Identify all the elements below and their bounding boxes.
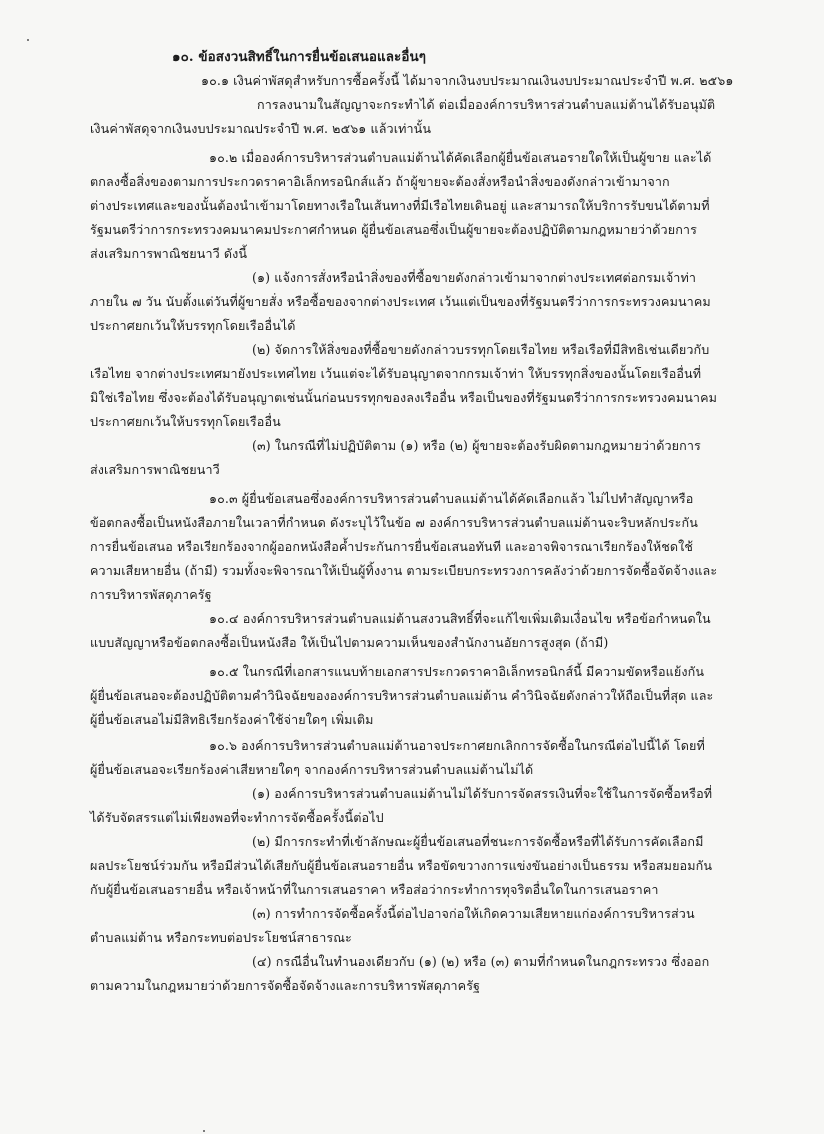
text-line: ตำบลแม่ต้าน หรือกระทบต่อประโยชน์สาธารณะ xyxy=(90,930,352,945)
text-line: เงินค่าพัสดุจากเงินงบประมาณประจำปี พ.ศ. ๒๕๖๑ แล้วเท่านั้น xyxy=(90,121,432,136)
text-line: เรือไทย จากต่างประเทศมายังประเทศไทย เว้นแต่จะได้รับอนุญาตจากกรมเจ้าท่า ให้บรรทุกสิ่งของนั้นโดยเรืออื่นที่ xyxy=(90,366,702,381)
text-line: ส่งเสริมการพาณิชยนาวี ดังนี้ xyxy=(90,246,248,261)
text-line: ตกลงซื้อสิ่งของตามการประกวดราคาอิเล็กทรอนิกส์แล้ว ถ้าผู้ขายจะต้องสั่งหรือนำสิ่งของดังกล่าวเข้ามาจาก xyxy=(90,174,670,189)
text-line: ๑๐.๕ ในกรณีที่เอกสารแนบท้ายเอกสารประกวดราคาอิเล็กทรอนิกส์นี้ มีความขัดหรือแย้งกัน xyxy=(209,664,705,679)
text-line: การลงนามในสัญญาจะกระทำได้ ต่อเมื่อองค์การบริหารส่วนตำบลแม่ต้านได้รับอนุมัติ xyxy=(257,97,716,112)
text-line: ผลประโยชน์ร่วมกัน หรือมีส่วนได้เสียกับผู้ยื่นข้อเสนอรายอื่น หรือขัดขวางการแข่งขันอย่างเป็นธรรม หรือสมยอมกัน xyxy=(90,858,713,873)
text-line: ๑๐.๖ องค์การบริหารส่วนตำบลแม่ต้านอาจประกาศยกเลิกการจัดซื้อในกรณีต่อไปนี้ได้ โดยที่ xyxy=(209,738,705,753)
text-line: มิใช่เรือไทย ซึ่งจะต้องได้รับอนุญาตเช่นนั้นก่อนบรรทุกของลงเรืออื่น หรือเป็นของที่รัฐมนตรีว่าการกระทรวงคมนาคม xyxy=(90,390,718,405)
text-line: (๓) ในกรณีที่ไม่ปฏิบัติตาม (๑) หรือ (๒) ผู้ขายจะต้องรับผิดตามกฎหมายว่าด้วยการ xyxy=(252,438,701,453)
scan-speck xyxy=(27,39,29,41)
text-line: (๔) กรณีอื่นในทำนองเดียวกับ (๑) (๒) หรือ (๓) ตามที่กำหนดในกฎกระทรวง ซึ่งออก xyxy=(252,954,710,969)
text-line: ตามความในกฎหมายว่าด้วยการจัดซื้อจัดจ้างและการบริหารพัสดุภาครัฐ xyxy=(90,978,481,993)
text-line: รัฐมนตรีว่าการกระทรวงคมนาคมประกาศกำหนด ผู้ยื่นข้อเสนอซึ่งเป็นผู้ขายจะต้องปฏิบัติตามกฎหมายว่าด้วยการ xyxy=(90,222,697,237)
text-line: ส่งเสริมการพาณิชยนาวี xyxy=(90,462,220,477)
text-line: ประกาศยกเว้นให้บรรทุกโดยเรืออื่น xyxy=(90,414,281,429)
text-line: ๑๐.๔ องค์การบริหารส่วนตำบลแม่ต้านสงวนสิทธิ์ที่จะแก้ไขเพิ่มเติมเงื่อนไข หรือข้อกำหนดใน xyxy=(209,611,711,626)
text-line: กับผู้ยื่นข้อเสนอรายอื่น หรือเจ้าหน้าที่ในการเสนอราคา หรือส่อว่ากระทำการทุจริตอื่นใดในการเสนอราคา xyxy=(90,882,659,897)
section-heading: ๑๐. ข้อสงวนสิทธิ์ในการยื่นข้อเสนอและอื่นๆ xyxy=(172,49,427,65)
text-line: ๑๐.๒ เมื่อองค์การบริหารส่วนตำบลแม่ต้านได้คัดเลือกผู้ยื่นข้อเสนอรายใดให้เป็นผู้ขาย และได้ xyxy=(209,150,712,165)
text-line: ได้รับจัดสรรแต่ไม่เพียงพอที่จะทำการจัดซื้อครั้งนี้ต่อไป xyxy=(90,810,384,825)
text-line: ๑๐.๓ ผู้ยื่นข้อเสนอซึ่งองค์การบริหารส่วนตำบลแม่ต้านได้คัดเลือกแล้ว ไม่ไปทำสัญญาหรือ xyxy=(209,491,694,506)
text-line: ต่างประเทศและของนั้นต้องนำเข้ามาโดยทางเรือในเส้นทางที่มีเรือไทยเดินอยู่ และสามารถให้บริการรับขนได้ตามที่ xyxy=(90,198,710,213)
text-line: (๒) จัดการให้สิ่งของที่ซื้อขายดังกล่าวบรรทุกโดยเรือไทย หรือเรือที่มีสิทธิเช่นเดียวกับ xyxy=(252,342,710,357)
text-line: ๑๐.๑ เงินค่าพัสดุสำหรับการซื้อครั้งนี้ ได้มาจากเงินงบประมาณเงินงบประมาณประจำปี พ.ศ. ๒๕๖๑ xyxy=(201,73,734,88)
text-line: (๒) มีการกระทำที่เข้าลักษณะผู้ยื่นข้อเสนอที่ชนะการจัดซื้อหรือที่ได้รับการคัดเลือกมี xyxy=(252,834,704,849)
text-line: การยื่นข้อเสนอ หรือเรียกร้องจากผู้ออกหนังสือค้ำประกันการยื่นข้อเสนอทันที และอาจพิจารณาเรียกร้องให้ชดใช้ xyxy=(90,539,694,554)
text-line: ภายใน ๗ วัน นับตั้งแต่วันที่ผู้ขายสั่ง หรือซื้อของจากต่างประเทศ เว้นแต่เป็นของที่รัฐมนตรีว่าการกระทรวงคมนาคม xyxy=(90,294,711,309)
text-line: แบบสัญญาหรือข้อตกลงซื้อเป็นหนังสือ ให้เป็นไปตามความเห็นของสำนักงานอัยการสูงสุด (ถ้ามี) xyxy=(90,635,609,650)
text-line: (๑) องค์การบริหารส่วนตำบลแม่ต้านไม่ได้รับการจัดสรรเงินที่จะใช้ในการจัดซื้อหรือที่ xyxy=(252,786,713,801)
scan-speck xyxy=(203,1130,205,1132)
text-line: (๑) แจ้งการสั่งหรือนำสิ่งของที่ซื้อขายดังกล่าวเข้ามาจากต่างประเทศต่อกรมเจ้าท่า xyxy=(252,270,697,285)
text-line: ความเสียหายอื่น (ถ้ามี) รวมทั้งจะพิจารณาให้เป็นผู้ทิ้งงาน ตามระเบียบกระทรวงการคลังว่าด้วยการจัดซื้อจัดจ้างและ xyxy=(90,563,718,578)
text-line: (๓) การทำการจัดซื้อครั้งนี้ต่อไปอาจก่อให้เกิดความเสียหายแก่องค์การบริหารส่วน xyxy=(252,906,695,921)
text-line: ประกาศยกเว้นให้บรรทุกโดยเรืออื่นได้ xyxy=(90,318,296,333)
text-line: ผู้ยื่นข้อเสนอไม่มีสิทธิเรียกร้องค่าใช้จ่ายใดๆ เพิ่มเติม xyxy=(90,712,374,727)
text-line: การบริหารพัสดุภาครัฐ xyxy=(90,587,212,602)
text-line: ผู้ยื่นข้อเสนอจะต้องปฏิบัติตามคำวินิจฉัยขององค์การบริหารส่วนตำบลแม่ต้าน คำวินิจฉัยดังกล่าวให้ถือเป็นที่สุด และ xyxy=(90,688,714,703)
text-line: ข้อตกลงซื้อเป็นหนังสือภายในเวลาที่กำหนด ดังระบุไว้ในข้อ ๗ องค์การบริหารส่วนตำบลแม่ต้านจะริบหลักประกัน xyxy=(90,515,698,530)
text-line: ผู้ยื่นข้อเสนอจะเรียกร้องค่าเสียหายใดๆ จากองค์การบริหารส่วนตำบลแม่ต้านไม่ได้ xyxy=(90,762,534,777)
